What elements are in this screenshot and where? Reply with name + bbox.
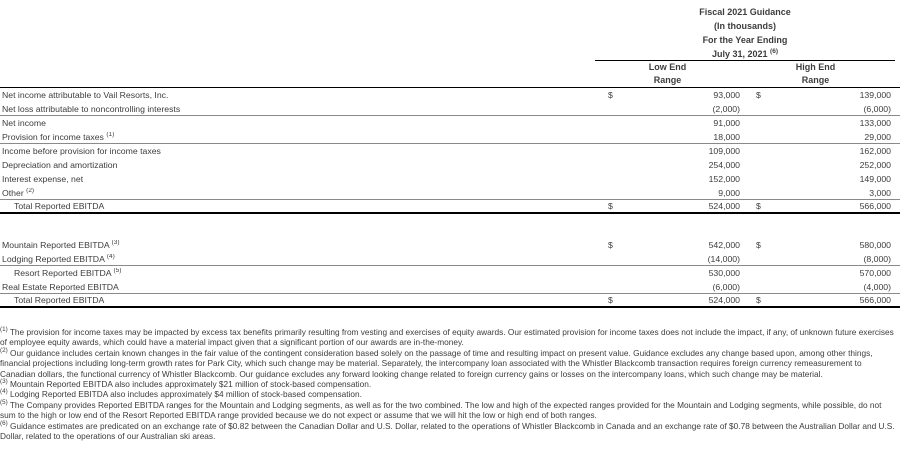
row-label: Other $^{(2)}$	[2, 187, 35, 198]
table-row-net-loss-noncontrolling	[0, 102, 900, 116]
period-date: July 31, 2021 $^{(6)}$	[595, 47, 895, 61]
table-row-lodging-ebitda	[0, 252, 900, 266]
table-row-resort-ebitda	[0, 266, 900, 280]
dollar-sign: $	[756, 201, 761, 211]
table-row-mountain-ebitda	[0, 238, 900, 252]
high-value-cell: 252,000	[859, 160, 891, 170]
footnote-1	[0, 327, 898, 348]
row-label: Interest expense, net	[2, 174, 84, 184]
dollar-sign: $	[756, 240, 761, 250]
high-value-cell: $ 139,000	[756, 90, 891, 100]
footnote-marker: (1)	[0, 326, 8, 334]
high-value-cell: 570,000	[859, 268, 891, 278]
row-label: Income before provision for income taxes	[2, 146, 161, 156]
footnote-marker: (5)	[0, 399, 8, 407]
table-row-depreciation-amortization	[0, 158, 900, 172]
table-title: Fiscal 2021 Guidance	[699, 7, 791, 17]
low-value-cell: $ 93,000	[608, 90, 740, 100]
high-value-cell: $ 566,000	[756, 201, 891, 211]
low-value-cell: $ 542,000	[608, 240, 740, 250]
footnote-marker: (6)	[0, 419, 8, 427]
high-value-cell: 149,000	[859, 174, 891, 184]
high-value-cell: (6,000)	[863, 103, 891, 114]
footnote-5	[0, 400, 898, 421]
low-value-cell: 152,000	[708, 174, 740, 184]
period-caption: For the Year Ending	[702, 35, 788, 45]
low-value-cell: 109,000	[708, 146, 740, 156]
row-label: Net income	[2, 118, 46, 128]
low-value-cell: $ 524,000	[608, 201, 740, 211]
table-row-income-before-taxes	[0, 144, 900, 158]
row-label: Net loss attributable to noncontrolling interests	[2, 103, 181, 114]
table-row-provision-income-taxes	[0, 130, 900, 144]
footnote-text: The provision for income taxes may be impacted by excess tax benefits primarily resulting from vesting and exercises of equity awards. Our estimated provision for income taxes does not include the impact, if any, of unknown future exercises of employee equity awards, which could have a material impact given that a significant portion of our awards are in-the-money.	[0, 327, 894, 348]
column-headers	[0, 61, 900, 88]
table-row-net-income	[0, 116, 900, 130]
row-label: Total Reported EBITDA	[14, 295, 105, 305]
row-label: Provision for income taxes $^{(1)}$	[2, 131, 115, 142]
row-label: Total Reported EBITDA	[14, 201, 105, 211]
footnote-ref-6: (6)	[770, 48, 778, 55]
high-value-cell: (4,000)	[863, 281, 891, 292]
dollar-sign: $	[608, 295, 613, 305]
low-value-cell: 91,000	[713, 118, 740, 128]
table-row-total-reported-ebitda-2	[0, 294, 900, 308]
high-value-cell: 3,000	[869, 187, 891, 198]
table-units: (In thousands)	[714, 21, 776, 31]
table-row-total-reported-ebitda	[0, 200, 900, 214]
low-value-cell: 9,000	[718, 187, 740, 198]
footnote-text: Mountain Reported EBITDA also includes approximately $21 million of stock-based compensation.	[10, 379, 372, 390]
dollar-sign: $	[756, 295, 761, 305]
low-value-cell: 18,000	[713, 131, 740, 142]
table-row-net-income-vail	[0, 88, 900, 102]
low-end-column-header: Low End Range	[648, 62, 687, 85]
footnote-2	[0, 348, 898, 379]
footnote-3	[0, 379, 898, 389]
high-value-cell: $ 566,000	[756, 295, 891, 305]
low-value-cell: $ 524,000	[608, 295, 740, 305]
high-value-cell: 133,000	[859, 118, 891, 128]
footnote-text: Guidance estimates are predicated on an exchange rate of $0.82 between the Canadian Dollar and U.S. Dollar, related to the operations of Whistler Blackcomb in Canada and an exchange rate of $0.78 between the Australian Dollar and U.S. Dollar, related to the operations of our Australian ski areas.	[0, 420, 895, 442]
footnote-ref-4: (4)	[106, 253, 115, 260]
high-value-cell: (8,000)	[863, 253, 891, 264]
low-value-cell: (6,000)	[712, 281, 740, 292]
footnote-marker: (4)	[0, 388, 8, 396]
footnote-marker: (2)	[0, 347, 8, 355]
high-end-column-header: High End Range	[795, 62, 836, 85]
row-label: Resort Reported EBITDA $^{(5)}$	[14, 268, 122, 278]
table-header-block	[595, 5, 895, 61]
footnote-ref-3: (3)	[111, 240, 120, 247]
row-label: Lodging Reported EBITDA $^{(4)}$	[2, 253, 115, 264]
dollar-sign: $	[608, 90, 613, 100]
dollar-sign: $	[756, 90, 761, 100]
footnote-marker: (3)	[0, 378, 8, 386]
footnote-6	[0, 421, 898, 442]
dollar-sign: $	[608, 201, 613, 211]
row-label: Real Estate Reported EBITDA	[2, 281, 119, 292]
high-value-cell: 29,000	[864, 131, 891, 142]
table-row-real-estate-ebitda	[0, 280, 900, 294]
footnote-text: Our guidance includes certain known changes in the fair value of the contingent consideration based solely on the passage of time and resulting impact on present value. Guidance excludes any change based upon, among other things, financial projections including long-term growth rates for Park City, which such change may be material. Separately, the intercompany loan associated with the Whistler Blackcomb transaction requires foreign currency remeasurement to Canadian dollars, the functional currency of Whistler Blackcomb. Our guidance excludes any forward looking change related to foreign currency gains or losses on the intercompany loans, which such change may be material.	[0, 347, 873, 379]
footnotes-block	[0, 327, 900, 441]
low-value-cell: 254,000	[708, 160, 740, 170]
column-header-spacer	[0, 61, 595, 87]
footnote-text: Lodging Reported EBITDA also includes approximately $4 million of stock-based compensation.	[10, 389, 362, 400]
table-row-interest-expense	[0, 172, 900, 186]
low-value-cell: (14,000)	[707, 253, 740, 264]
high-value-cell: 162,000	[859, 146, 891, 156]
footnote-ref-5: (5)	[113, 268, 122, 275]
row-label: Depreciation and amortization	[2, 160, 118, 170]
row-label: Net income attributable to Vail Resorts, Inc.	[2, 90, 169, 100]
low-value-cell: 530,000	[708, 268, 740, 278]
dollar-sign: $	[608, 240, 613, 250]
row-label: Mountain Reported EBITDA $^{(3)}$	[2, 240, 120, 250]
high-value-cell: $ 580,000	[756, 240, 891, 250]
section-gap	[0, 214, 900, 238]
footnote-4	[0, 389, 898, 399]
table-row-other	[0, 186, 900, 200]
footnote-ref-2: (2)	[26, 187, 35, 194]
low-value-cell: (2,000)	[712, 103, 740, 114]
footnote-text: The Company provides Reported EBITDA ranges for the Mountain and Lodging segments, as well as for the two combined. The low and high of the expected ranges provided for the Mountain and Lodging segments, while possible, do not sum to the high or low end of the Resort Reported EBITDA range provided because we do not expect or assume that we will hit the low or high end of both ranges.	[0, 399, 882, 421]
footnote-ref-1: (1)	[106, 131, 115, 138]
